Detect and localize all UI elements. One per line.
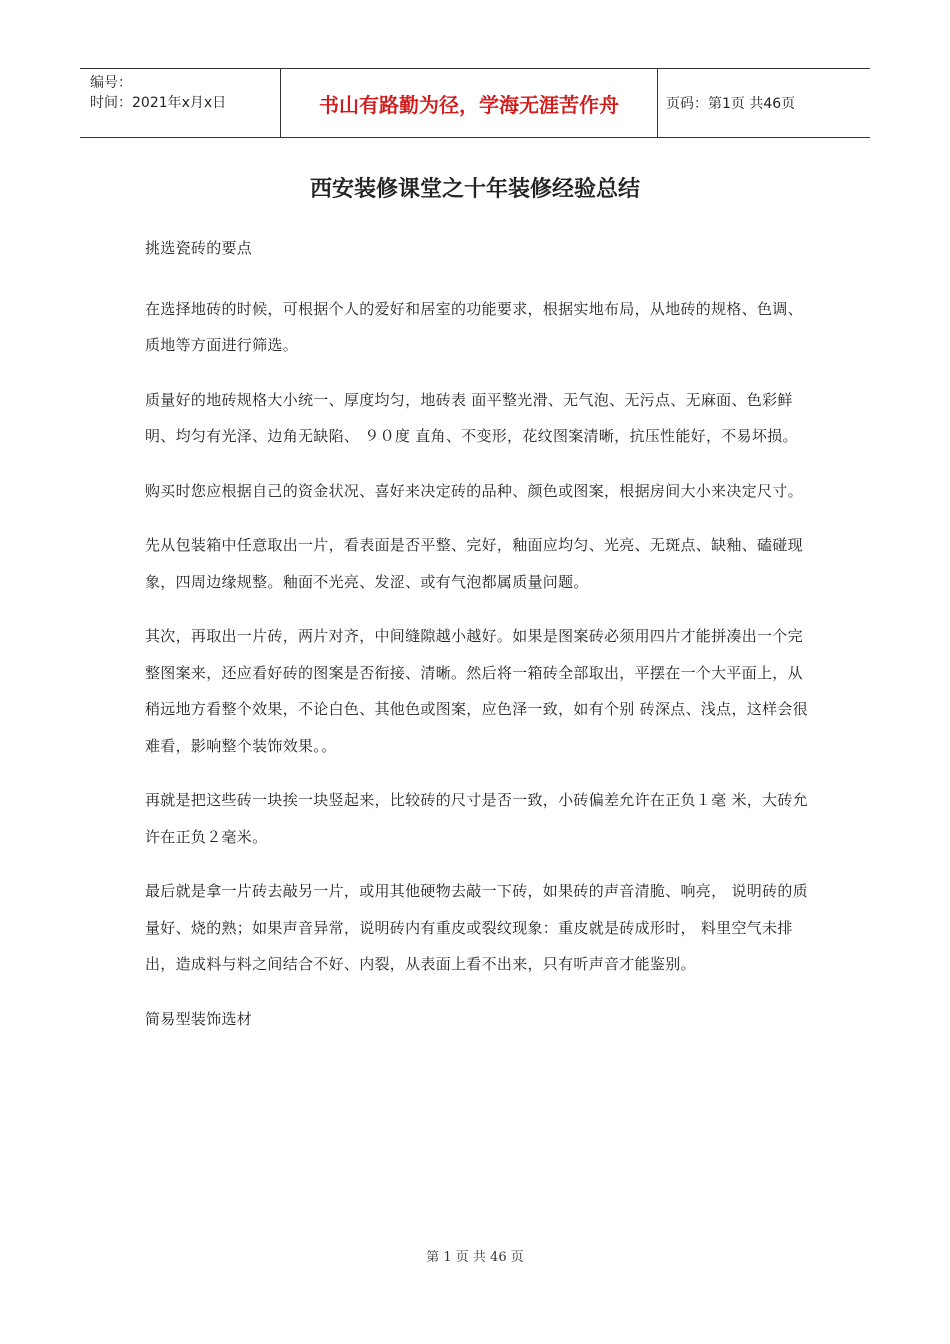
document-title: 西安装修课堂之十年装修经验总结	[309, 177, 640, 202]
paragraph: 先从包装箱中任意取出一片，看表面是否平整、完好，釉面应均匀、光亮、无斑点、缺釉、磕碰现象，四周边缘规整。釉面不光亮、发涩、或有气泡都属质量问题。	[145, 536, 803, 591]
paragraph: 最后就是拿一片砖去敲另一片，或用其他硬物去敲一下砖，如果砖的声音清脆、响亮， 说明砖的质量好、烧的熟；如果声音异常，说明砖内有重皮或裂纹现象：重皮就是砖成形时， 料里空气未排出，造成料与料之间结合不好、内裂，从表面上看不出来，只有听声音才能鉴别。	[145, 882, 808, 973]
section-heading: 挑选瓷砖的要点	[145, 239, 253, 257]
header-meta	[80, 69, 281, 137]
paragraph: 再就是把这些砖一块挨一块竖起来，比较砖的尺寸是否一致，小砖偏差允许在正负１毫 米，大砖允许在正负２毫米。	[145, 791, 808, 846]
document-time-label: 时间：2021年x月x日	[90, 95, 227, 111]
document-number-label: 编号：	[90, 75, 132, 91]
document-header	[80, 68, 870, 138]
header-page-info: 页码：第1页 共46页	[666, 96, 796, 112]
document-body	[145, 230, 813, 1061]
header-motto: 书山有路勤为径，学海无涯苦作舟	[281, 69, 658, 137]
section-heading: 简易型装饰选材	[145, 1009, 253, 1028]
paragraph: 在选择地砖的时候，可根据个人的爱好和居室的功能要求，根据实地布局，从地砖的规格、色调、质地等方面进行筛选。	[145, 299, 803, 354]
paragraph: 购买时您应根据自己的资金状况、喜好来决定砖的品种、颜色或图案，根据房间大小来决定尺寸。	[145, 481, 803, 500]
paragraph: 其次，再取出一片砖，两片对齐，中间缝隙越小越好。如果是图案砖必须用四片才能拼凑出一个完整图案来，还应看好砖的图案是否衔接、清晰。然后将一箱砖全部取出，平摆在一个大平面上，从稍远地方看整个效果，不论白色、其他色或图案，应色泽一致，如有个别 砖深点、浅点，这样会很难看，影响整个装饰效果。。	[145, 627, 808, 755]
paragraph: 质量好的地砖规格大小统一、厚度均匀，地砖表 面平整光滑、无气泡、无污点、无麻面、色彩鲜明、均匀有光泽、边角无缺陷、 ９０度 直角、不变形，花纹图案清晰，抗压性能好，不易坏损。	[145, 390, 798, 445]
page-footer: 第 1 页 共 46 页	[426, 1250, 524, 1265]
